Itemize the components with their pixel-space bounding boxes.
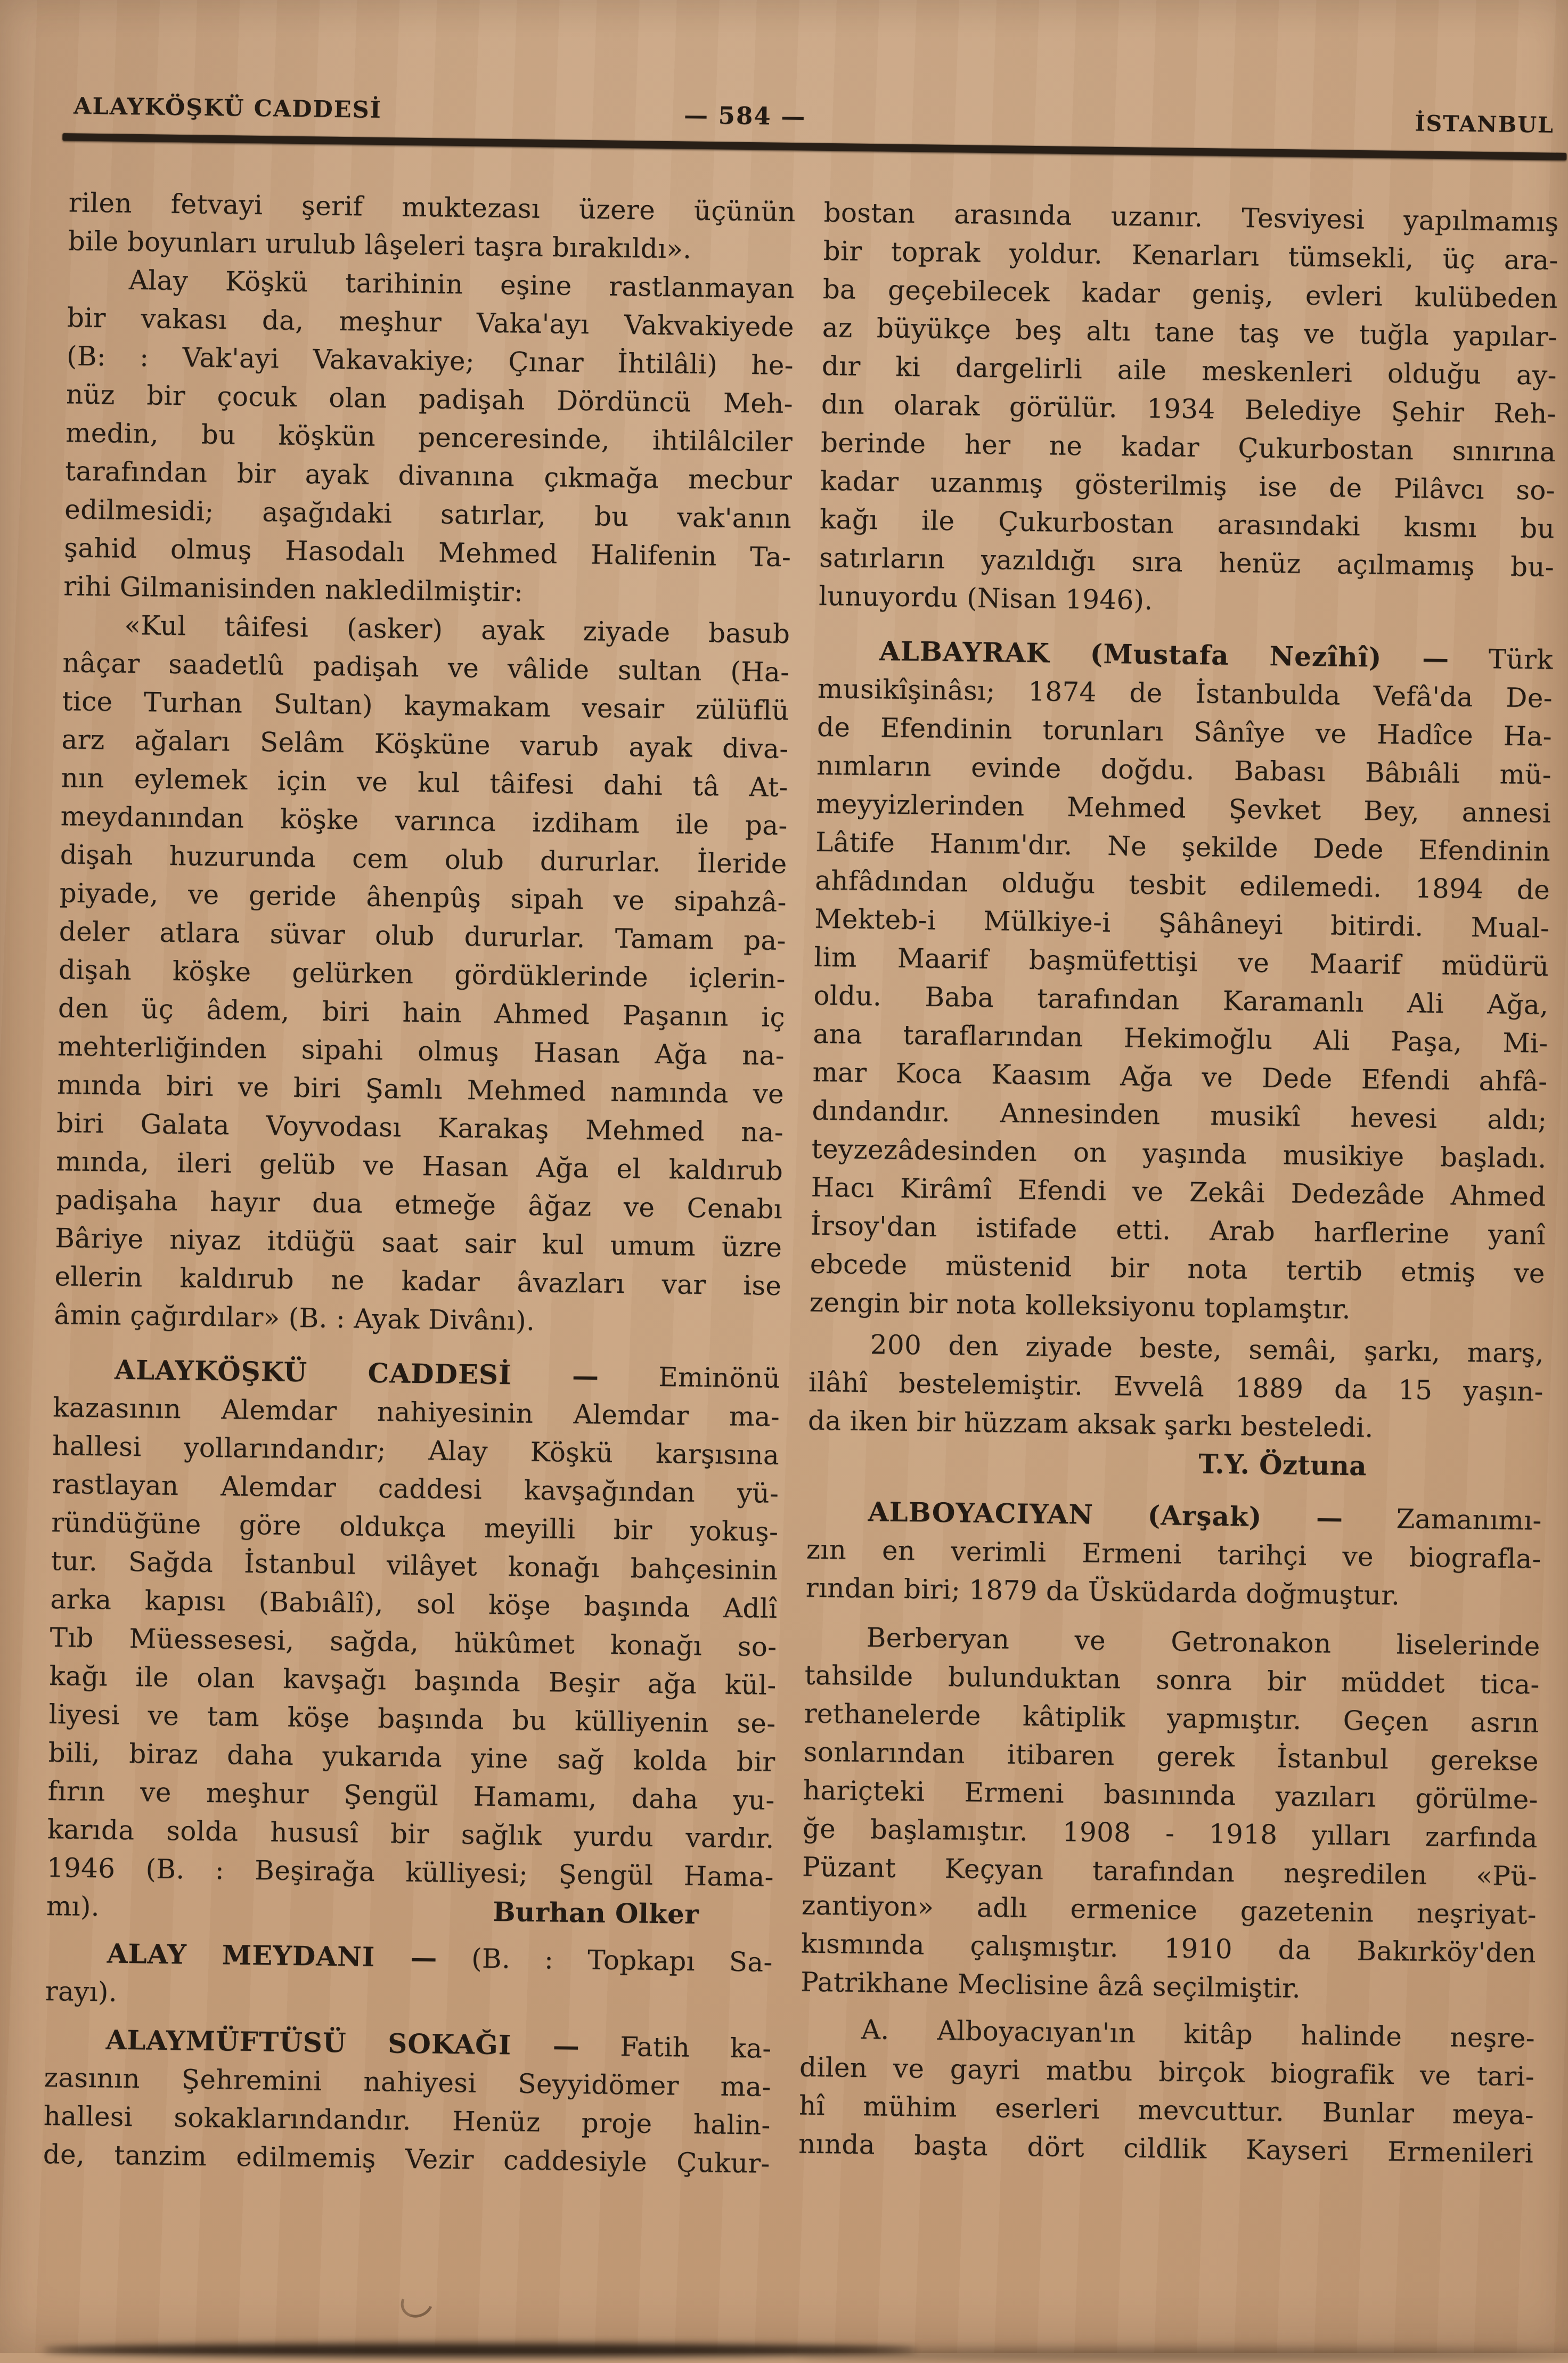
text-line: mehterliğinden sipahi olmuş Hasan Ağa na- xyxy=(57,1031,785,1071)
text-line: İrsoy'dan istifade etti. Arab harflerine yanî xyxy=(810,1210,1546,1251)
text-line: ALBAYRAK (Mustafa Nezîhî) — Türk xyxy=(879,635,1554,675)
text-line: az büyükçe beş altı tane taş ve tuğla yapılar- xyxy=(822,312,1558,353)
text-line: piyade, ve geride âhenpûş sipah ve sipahzâ- xyxy=(59,877,787,918)
paragraph xyxy=(68,183,796,270)
text-line: rethanelerde kâtiplik yapmıştır. Geçen asrın xyxy=(804,1698,1540,1739)
column-left xyxy=(43,183,796,2183)
text-line: A. Alboyacıyan'ın kitâp halinde neşre- xyxy=(861,2014,1536,2054)
text-line: Mekteb-i Mülkiye-i Şâhâneyi bitirdi. Mual- xyxy=(814,903,1550,944)
text-line: kağı ile olan kavşağı başında Beşir ağa kül- xyxy=(49,1660,777,1701)
text-line: satırların yazıldığı sıra henüz açılmamış bu- xyxy=(819,542,1555,583)
text-line: zasının Şehremini nahiyesi Seyyidömer ma- xyxy=(44,2061,772,2103)
text-line: ebcede müstenid bir nota tertib etmiş ve xyxy=(810,1248,1546,1289)
text-line: nımların evinde doğdu. Babası Bâbıâli mü- xyxy=(816,749,1552,791)
text-line: lim Maarif başmüfettişi ve Maarif müdürü xyxy=(814,941,1549,982)
text-line: ALAY MEYDANI — (B. : Topkapı Sa- xyxy=(107,1937,773,1978)
paragraph xyxy=(43,2020,772,2183)
text-line: ALBOYACIYAN (Arşak) — Zamanımı- xyxy=(868,1496,1542,1536)
text-line: hallesi yollarındandır; Alay Köşkü karşısına xyxy=(52,1430,780,1471)
text-line: hariçteki Ermeni basınında yazıları görülme- xyxy=(803,1774,1539,1815)
running-title-right: İSTANBUL xyxy=(1415,110,1555,138)
text-line: şahid olmuş Hasodalı Mehmed Halifenin Ta- xyxy=(63,532,791,573)
text-line: nın eylemek için ve kul tâifesi dahi tâ At- xyxy=(61,762,788,803)
text-line: bir toprak yoldur. Kenarları tümsekli, üç ara- xyxy=(823,235,1559,276)
text-line: deler atlara süvar olub dururlar. Tamam pa- xyxy=(59,916,787,957)
text-line: Lâtife Hanım'dır. Ne şekilde Dede Efendinin xyxy=(815,826,1551,867)
header-rule xyxy=(62,133,1566,160)
text-line: hallesi sokaklarındandır. Henüz proje halin- xyxy=(43,2100,771,2141)
scan-edge-smudge xyxy=(43,2343,916,2357)
text-line: ğe başlamıştır. 1908 - 1918 yılları zarfında xyxy=(802,1813,1538,1854)
text-line: ana taraflarından Hekimoğlu Ali Paşa, Mi- xyxy=(813,1018,1548,1059)
text-line: liyesi ve tam köşe başında bu külliyenin se- xyxy=(48,1699,776,1739)
text-line: rilen fetvayi şerif muktezası üzere üçünün xyxy=(68,187,796,228)
text-line: ründüğüne göre oldukça meyilli bir yokuş- xyxy=(51,1507,779,1547)
paragraph xyxy=(809,631,1553,1331)
text-line: kazasının Alemdar nahiyesinin Alemdar ma- xyxy=(52,1392,780,1432)
scan-edge-smudge-right xyxy=(799,2349,1568,2360)
text-line: Patrikhane Meclisine âzâ seçilmiştir. xyxy=(800,1966,1301,2004)
text-line: ahfâdından olduğu tesbit edilemedi. 1894 de xyxy=(814,865,1550,906)
text-line: padişaha hayır dua etmeğe âğaz ve Cenabı xyxy=(55,1184,783,1225)
text-line: hî mühim eserleri mevcuttur. Bunlar meya- xyxy=(798,2090,1534,2131)
text-line: tice Turhan Sultan) kaymakam vesair zülüflü xyxy=(62,686,789,727)
text-line: teyzezâdesinden on yaşında musikiye başladı. xyxy=(811,1133,1547,1174)
entry-title: ALAY MEYDANI — xyxy=(107,1937,438,1974)
text-line: dişah huzurunda cem olub dururlar. İleride xyxy=(60,839,788,880)
text-line: nında başta dört cildlik Kayseri Ermenileri xyxy=(798,2128,1534,2169)
text-line: da iken bir hüzzam aksak şarkı besteledi. xyxy=(807,1405,1374,1444)
text-line: meydanından köşke varınca izdiham ile pa- xyxy=(60,801,788,842)
column-right xyxy=(798,193,1559,2173)
text-line: nüz bir çocuk olan padişah Dördüncü Meh- xyxy=(66,379,794,420)
text-line: rayı). xyxy=(45,1975,118,2008)
paragraph xyxy=(63,260,795,615)
text-line: dın olarak görülür. 1934 Belediye Şehir Reh- xyxy=(821,388,1557,429)
text-line: Hacı Kirâmî Efendi ve Zekâi Dedezâde Ahmed xyxy=(811,1171,1547,1212)
text-line: den üç âdem, biri hain Ahmed Paşanın iç xyxy=(58,992,786,1033)
text-line: 200 den ziyade beste, semâi, şarkı, marş, xyxy=(870,1329,1545,1369)
text-line: berinde her ne kadar Çukurbostan sınırına xyxy=(820,427,1556,468)
text-line: oldu. Baba tarafından Karamanlı Ali Ağa, xyxy=(813,980,1549,1021)
text-line: mı). xyxy=(46,1890,100,1922)
paragraph xyxy=(54,605,790,1343)
text-line: arka kapısı (Babıâlî), sol köşe başında Adlî xyxy=(50,1584,778,1624)
text-line: musikîşinâsı; 1874 de İstanbulda Vefâ'da De- xyxy=(817,673,1553,714)
entry-title: ALBAYRAK (Mustafa Nezîhî) — xyxy=(879,635,1450,674)
text-line: bir vakası da, meşhur Vaka'ayı Vakvakiyede xyxy=(67,302,795,343)
text-line: ba geçebilecek kadar geniş, evleri kulübeden xyxy=(822,273,1558,314)
text-line: sonlarından itibaren gerek İstanbul gerekse xyxy=(803,1736,1539,1777)
text-line: kadar uzanmış gösterilmiş ise de Pilâvcı so- xyxy=(820,465,1556,506)
author-signature: Burhan Olker xyxy=(493,1895,699,1930)
text-line: bostan arasında uzanır. Tesviyesi yapılmamış xyxy=(823,197,1559,238)
text-line: Berberyan ve Getronakon liselerinde xyxy=(866,1622,1540,1662)
text-line: dındandır. Annesinden musikî hevesi aldı; xyxy=(812,1095,1547,1136)
text-line: tarafından bir ayak divanına çıkmağa mecbur xyxy=(64,455,793,496)
text-line: rihi Gilmanisinden nakledilmiştir: xyxy=(63,571,524,608)
text-line: medin, bu köşkün penceresinde, ihtilâlciler xyxy=(65,417,793,458)
text-line: (B: : Vak'ayi Vakavakiye; Çınar İhtilâli) he- xyxy=(66,340,794,381)
text-line: kısmında çalışmıştır. 1910 da Bakırköy'den xyxy=(801,1928,1537,1969)
paragraph xyxy=(805,1492,1542,1617)
text-line: bili, biraz daha yukarıda yine sağ kolda bir xyxy=(48,1737,775,1778)
paragraph xyxy=(45,1934,773,2020)
text-line: karıda solda hususî bir sağlık yurdu vardır. xyxy=(47,1814,775,1854)
entry-title: ALAYMÜFTÜSÜ SOKAĞI — xyxy=(105,2024,581,2062)
author-signature: T.Y. Öztuna xyxy=(1198,1448,1367,1482)
text-line: zengin bir nota kolleksiyonu toplamştır. xyxy=(809,1286,1351,1325)
text-line: zantiyon» adlı ermenice gazetenin neşriyat- xyxy=(801,1889,1537,1930)
text-line: de, tanzim edilmemiş Vezir caddesiyle Çukur- xyxy=(43,2138,771,2179)
text-line: lunuyordu (Nisan 1946). xyxy=(818,580,1153,616)
paragraph xyxy=(808,1325,1545,1449)
text-line: tur. Sağda İstanbul vilâyet konağı bahçesinin xyxy=(51,1545,778,1586)
text-line: rastlayan Alemdar caddesi kavşağından yü- xyxy=(51,1469,779,1509)
text-line: tahsilde bulunduktan sonra bir müddet tica- xyxy=(804,1659,1540,1700)
text-line: «Kul tâifesi (asker) ayak ziyade basub xyxy=(124,609,790,650)
text-line: meyyizlerinden Mehmed Şevket Bey, annesi xyxy=(815,788,1551,829)
text-line: Alay Köşkü tarihinin eşine rastlanmayan xyxy=(128,264,795,305)
text-line: kağı ile Çukurbostan arasındaki kısmı bu xyxy=(819,503,1555,544)
text-line: dilen ve gayri matbu birçok biografik ve tari- xyxy=(799,2051,1535,2092)
text-line: mında biri ve biri Şamlı Mehmed namında ve xyxy=(56,1069,785,1110)
text-line: fırın ve meşhur Şengül Hamamı, daha yu- xyxy=(47,1775,775,1816)
text-line: zın en verimli Ermeni tarihçi ve biografla- xyxy=(806,1534,1542,1575)
text-line: âmin çağırdılar» (B. : Ayak Divânı). xyxy=(54,1299,535,1337)
text-line: ellerin kaldırub ne kadar âvazları var ise xyxy=(54,1261,782,1301)
text-line: nâçar saadetlû padişah ve vâlide sultan (Ha- xyxy=(62,647,790,688)
paragraph xyxy=(798,2010,1536,2173)
paragraph xyxy=(46,1350,780,1896)
paragraph xyxy=(819,193,1559,625)
page-number: — 584 — xyxy=(683,101,806,131)
text-line: rından biri; 1879 da Üsküdarda doğmuştur. xyxy=(805,1572,1400,1611)
text-line: dır ki dargelirli aile meskenleri olduğu ay- xyxy=(821,350,1557,391)
text-line: de Efendinin torunları Sânîye ve Hadîce Ha- xyxy=(816,711,1553,752)
entry-title: ALAYKÖŞKÜ CADDESİ — xyxy=(114,1354,600,1392)
text-line: Püzant Keçyan tarafından neşredilen «Pü- xyxy=(802,1851,1538,1892)
text-line: bile boyunları urulub lâşeleri taşra bırakıldı». xyxy=(68,225,692,265)
text-line: ALAYMÜFTÜSÜ SOKAĞI — Fatih ka- xyxy=(105,2024,772,2064)
text-line: edilmesidi; aşağıdaki satırlar, bu vak'anın xyxy=(64,494,792,535)
text-line: mar Koca Kaasım Ağa ve Dede Efendi ahfâ- xyxy=(812,1056,1548,1097)
text-line: arz ağaları Selâm Köşküne varub ayak diva- xyxy=(61,724,789,765)
text-line: ilâhî bestelemiştir. Evvelâ 1889 da 15 yaşın- xyxy=(808,1366,1544,1407)
text-line: mında, ileri gelüb ve Hasan Ağa el kaldırub xyxy=(55,1146,783,1186)
text-line: dişah köşke gelürken gördüklerinde içlerin- xyxy=(58,954,786,995)
text-line: biri Galata Voyvodası Karakaş Mehmed na- xyxy=(56,1107,784,1148)
running-title-left: ALAYKÖŞKÜ CADDESİ xyxy=(73,93,382,124)
text-line: 1946 (B. : Beşirağa külliyesi; Şengül Hama- xyxy=(46,1852,774,1893)
text-line: Tıb Müessesesi, sağda, hükûmet konağı so- xyxy=(50,1622,777,1663)
text-line: ALAYKÖŞKÜ CADDESİ — Eminönü xyxy=(114,1354,781,1394)
entry-title: ALBOYACIYAN (Arşak) — xyxy=(868,1496,1344,1534)
paragraph xyxy=(801,1618,1540,2011)
text-line: Bâriye niyaz itdüğü saat sair kul umum üzre xyxy=(54,1223,782,1263)
